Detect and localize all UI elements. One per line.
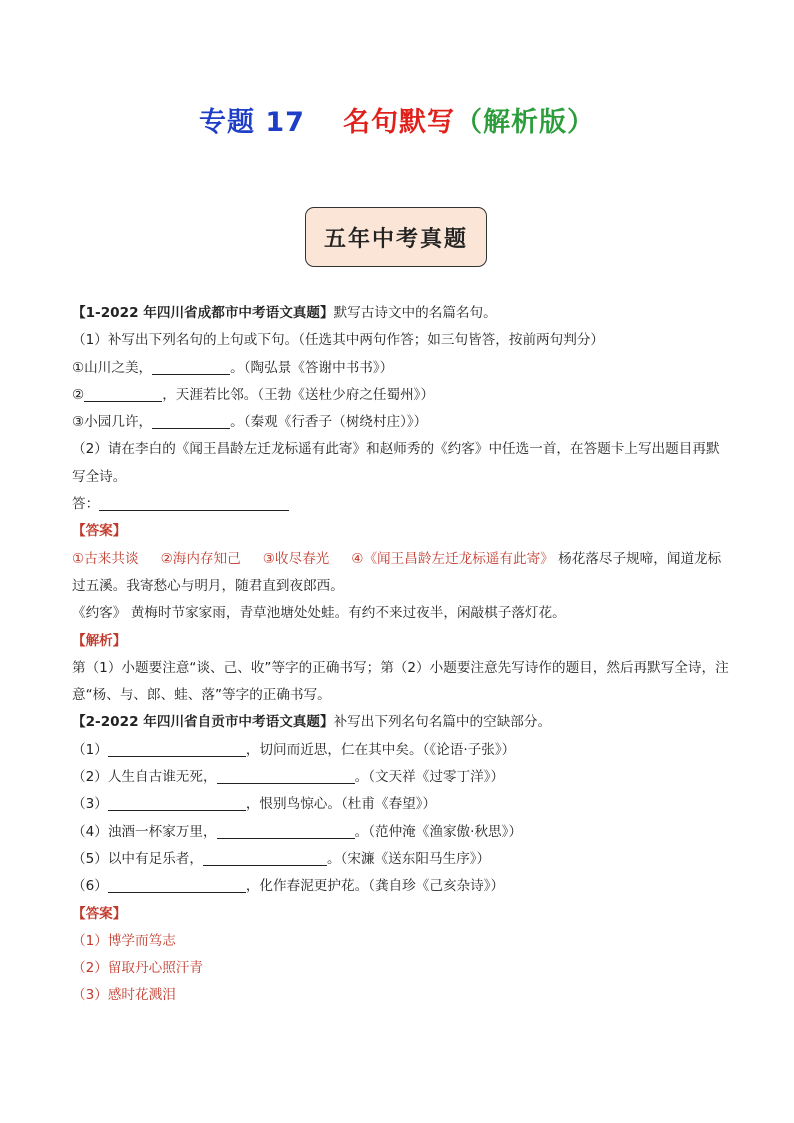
question-2-item: [72, 764, 732, 791]
question-1-answer-line3: 《约客》 黄梅时节家家雨，青草池塘处处蛙。有约不来过夜半，闲敲棋子落灯花。: [72, 605, 566, 622]
question-2-stem: 补写出下列名句名篇中的空缺部分。: [333, 714, 552, 731]
item-text: ，恨别鸟惊心。（杜甫《春望》）: [245, 796, 437, 813]
answer-item: ③收尽春光: [262, 550, 330, 567]
answer-item: ④《闻王昌龄左迁龙标遥有此寄》: [351, 550, 554, 567]
question-2-answer: （2）留取丹心照汗青: [72, 960, 203, 977]
answer-label: 【答案】: [72, 905, 127, 922]
answer-blank[interactable]: [152, 358, 230, 375]
answer-blank[interactable]: [152, 412, 230, 429]
item-text: （4）浊酒一杯家万里，: [72, 823, 217, 840]
question-1-answer-line: [72, 491, 732, 518]
item-text: ③小园几许，: [72, 414, 153, 431]
answer-blank[interactable]: [108, 794, 246, 811]
item-text: 。（文天祥《过零丁洋》）: [354, 769, 505, 786]
question-1-sub2: （2）请在李白的《闻王昌龄左迁龙标遥有此寄》和赵师秀的《约客》中任选一首，在答题卡上写出题目再默写全诗。: [72, 441, 720, 485]
item-text: ，天涯若比邻。（王勃《送杜少府之任蜀州》）: [162, 386, 435, 403]
question-2-item: [72, 819, 732, 846]
question-1-item: [72, 355, 732, 382]
question-1-answer: [72, 546, 732, 601]
answer-blank[interactable]: [99, 494, 289, 511]
item-text: ②: [72, 386, 85, 403]
question-1-header: [72, 300, 732, 327]
item-text: （1）: [72, 741, 108, 758]
item-text: ①山川之美，: [72, 359, 153, 376]
question-2-header: [72, 709, 732, 736]
answer-item: ①古来共谈: [72, 550, 139, 567]
question-2-answer: （1）博学而笃志: [72, 932, 176, 949]
question-1-analysis: 第（1）小题要注意“谈、己、收”等字的正确书写；第（2）小题要注意先写诗作的题目，然后再默写全诗，注意“杨、与、郎、蛙、落”等字的正确书写。: [72, 659, 729, 704]
answer-blank[interactable]: [108, 740, 246, 757]
item-text: （6）: [72, 878, 108, 895]
answer-prefix: 答：: [72, 496, 100, 513]
title-topic-name: 名句默写: [342, 107, 455, 138]
section-heading-box: 五年中考真题: [305, 207, 487, 267]
question-2-item: [72, 791, 732, 818]
question-1-item: [72, 382, 732, 409]
title-edition: （解析版）: [454, 107, 595, 138]
item-text: （3）: [72, 796, 108, 813]
answer-blank[interactable]: [217, 822, 355, 839]
title-topic-number: 专题 17: [199, 107, 305, 138]
page-title: [0, 100, 794, 139]
item-text: 。（范仲淹《渔家傲·秋思》）: [354, 823, 523, 840]
question-1-tag: 【1-2022 年四川省成都市中考语文真题】: [72, 305, 334, 321]
item-text: 。（宋濂《送东阳马生序》）: [327, 850, 491, 867]
item-text: 。（陶弘景《答谢中书书》）: [230, 359, 394, 376]
answer-item: ②海内存知己: [160, 550, 241, 567]
question-content: [72, 300, 732, 1010]
question-2-item: [72, 873, 732, 900]
answer-label: 【答案】: [72, 523, 127, 540]
question-1-item: [72, 409, 732, 436]
question-2-item: [72, 846, 732, 873]
item-text: （5）以中有足乐者，: [72, 850, 203, 867]
question-1-stem: 默写古诗文中的名篇名句。: [333, 305, 497, 321]
item-text: （2）人生自古谁无死，: [72, 769, 217, 786]
question-2-answer: （3）感时花溅泪: [72, 987, 176, 1004]
item-text: 。（秦观《行香子（树绕村庄）》）: [230, 414, 428, 431]
question-2-tag: 【2-2022 年四川省自贡市中考语文真题】: [72, 714, 334, 731]
question-1-sub1: （1）补写出下列名句的上句或下句。（任选其中两句作答；如三句皆答，按前两句判分）: [72, 332, 605, 349]
answer-poem-text: 杨花落尽子规啼，闻道龙标过五溪。我寄愁心与明月，随君直到夜郎西。: [72, 550, 722, 594]
answer-blank[interactable]: [217, 767, 355, 784]
item-text: ，切问而近思，仁在其中矣。（《论语·子张》）: [245, 741, 516, 758]
answer-blank[interactable]: [84, 385, 162, 402]
answer-blank[interactable]: [108, 876, 246, 893]
answer-blank[interactable]: [203, 849, 327, 866]
item-text: ，化作春泥更护花。（龚自珍《己亥杂诗》）: [245, 878, 505, 895]
analysis-label: 【解析】: [72, 632, 127, 649]
question-2-item: [72, 737, 732, 764]
